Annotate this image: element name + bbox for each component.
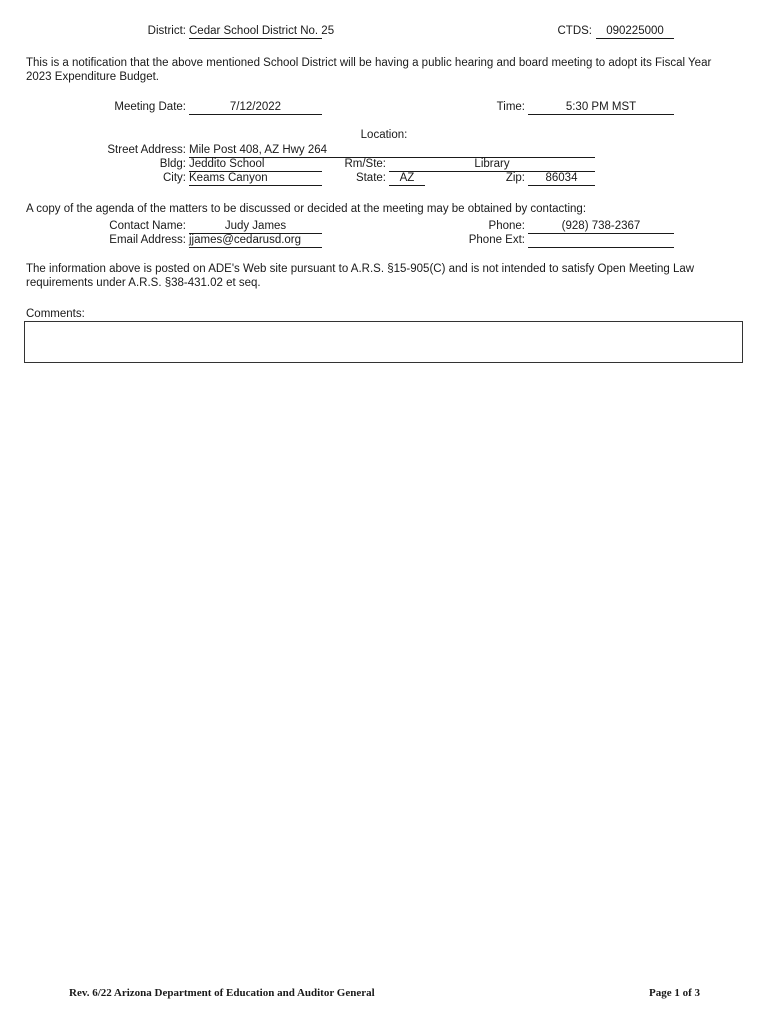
rmste-field[interactable]: Library <box>389 157 595 172</box>
footer-page-number: Page 1 of 3 <box>648 987 700 999</box>
comments-box[interactable] <box>24 321 743 363</box>
time-field[interactable]: 5:30 PM MST <box>528 100 674 115</box>
phone-label: Phone: <box>488 220 525 232</box>
rmste-label: Rm/Ste: <box>344 158 386 170</box>
state-label: State: <box>355 172 386 184</box>
city-field[interactable]: Keams Canyon <box>189 171 322 186</box>
district-field[interactable]: Cedar School District No. 25 <box>189 25 335 37</box>
city-label: City: <box>163 172 186 184</box>
legal-paragraph: The information above is posted on ADE's Web site pursuant to A.R.S. §15-905(C) and is not intended to satisfy Open Meeting Law requirements under A.R.S. §38-431.02 et seq. <box>26 263 695 289</box>
email-address-field[interactable]: jjames@cedarusd.org <box>189 233 322 248</box>
phone-ext-label: Phone Ext: <box>468 234 525 246</box>
street-address-label: Street Address: <box>107 144 186 156</box>
district-label: District: <box>147 25 186 37</box>
intro-paragraph: This is a notification that the above mentioned School District will be having a public hearing and board meeting to adopt its Fiscal Year 2023 Expenditure Budget. <box>26 57 712 83</box>
bldg-field[interactable]: Jeddito School <box>189 157 322 172</box>
comments-label: Comments: <box>26 308 85 320</box>
email-address-label: Email Address: <box>109 234 186 246</box>
location-heading: Location: <box>360 129 408 141</box>
state-field[interactable]: AZ <box>389 171 425 186</box>
street-address-field[interactable]: Mile Post 408, AZ Hwy 264 <box>189 143 595 158</box>
meeting-date-label: Meeting Date: <box>114 101 186 113</box>
ctds-field[interactable]: 090225000 <box>596 24 674 39</box>
time-label: Time: <box>496 101 525 113</box>
phone-ext-field[interactable] <box>528 233 674 248</box>
meeting-date-field[interactable]: 7/12/2022 <box>189 100 322 115</box>
zip-label: Zip: <box>505 172 525 184</box>
bldg-label: Bldg: <box>159 158 186 170</box>
agenda-paragraph: A copy of the agenda of the matters to be discussed or decided at the meeting may be obtained by contacting: <box>26 203 587 215</box>
footer-revision: Rev. 6/22 Arizona Department of Education and Auditor General <box>69 987 375 999</box>
zip-field[interactable]: 86034 <box>528 171 595 186</box>
ctds-label: CTDS: <box>557 25 592 37</box>
phone-field[interactable]: (928) 738-2367 <box>528 219 674 234</box>
contact-name-label: Contact Name: <box>109 220 186 232</box>
contact-name-field[interactable]: Judy James <box>189 219 322 234</box>
